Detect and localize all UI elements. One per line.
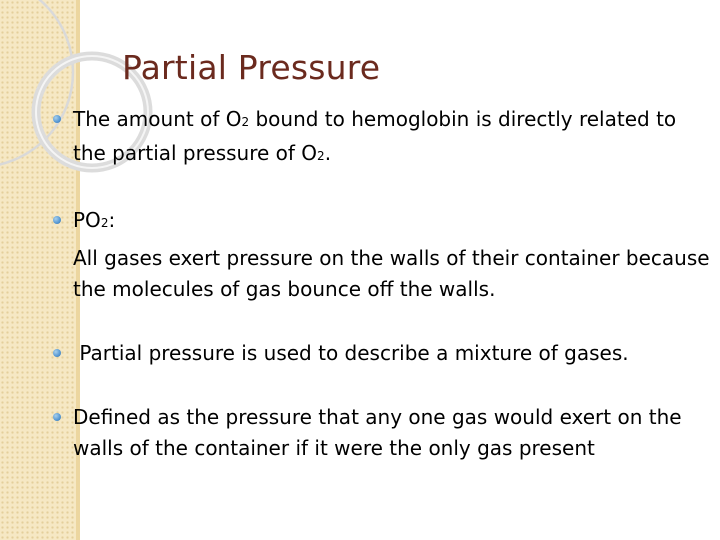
bullet-partial-pressure: Partial pressure is used to describe a mixture of gases. bbox=[52, 338, 712, 369]
bullet-dot-icon bbox=[53, 216, 61, 224]
bullet-definition: Defined as the pressure that any one gas would exert on the walls of the container if it were the only gas present bbox=[52, 402, 712, 464]
subscript: 2 bbox=[100, 216, 109, 230]
bullet-dot-icon bbox=[53, 115, 61, 123]
bullet-po2: PO2: bbox=[52, 205, 712, 239]
bullet-dot-icon bbox=[53, 349, 61, 357]
slide-title: Partial Pressure bbox=[122, 48, 381, 87]
slide-body bbox=[52, 104, 712, 464]
bullet-hemoglobin: The amount of O2 bound to hemoglobin is directly related to the partial pressure of O2. bbox=[52, 104, 712, 172]
bullet-dot-icon bbox=[53, 413, 61, 421]
po2-explanation: All gases exert pressure on the walls of their container because the molecules of gas bounce off the walls. bbox=[73, 246, 710, 301]
subscript: 2 bbox=[241, 115, 250, 129]
subscript: 2 bbox=[317, 149, 325, 163]
